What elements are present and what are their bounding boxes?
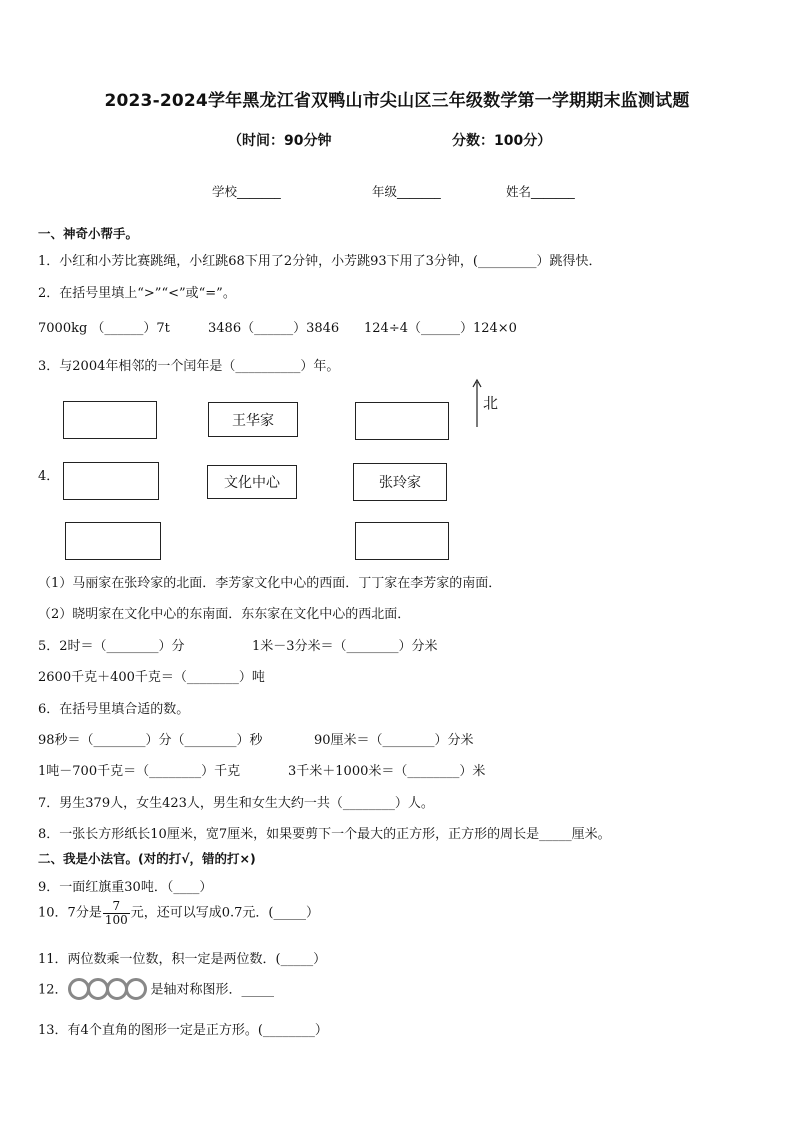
- question-8: 8．一张长方形纸长10厘米，宽7厘米，如果要剪下一个最大的正方形，正方形的周长是_____厘米。: [38, 827, 611, 842]
- exam-score: 分数：100分）: [452, 133, 552, 149]
- question-9: 9．一面红旗重30吨．（____）: [38, 880, 213, 895]
- school-field: 学校_______: [212, 184, 281, 199]
- question-12-suffix: 是轴对称图形．_____: [150, 982, 275, 998]
- map-box-north-west: [63, 401, 157, 439]
- question-13: 13．有4个直角的图形一定是正方形。(________）: [38, 1023, 328, 1038]
- question-10-prefix: 10．7分是: [38, 905, 102, 921]
- north-label: 北: [483, 394, 499, 412]
- grade-field: 年级_______: [372, 184, 441, 199]
- section-2-heading: 二、我是小法官。(对的打√，错的打×): [38, 851, 256, 866]
- map-box-zhang-ling-home: [353, 463, 447, 501]
- question-6c: 1吨－700千克＝（________）千克: [38, 764, 241, 779]
- question-4-part-2: （2）晓明家在文化中心的东南面．东东家在文化中心的西北面．: [38, 607, 411, 622]
- question-10: [38, 900, 319, 926]
- question-2b: 3486（______）3846: [208, 321, 340, 336]
- question-3: 3．与2004年相邻的一个闰年是（__________）年。: [38, 359, 340, 374]
- north-arrow-icon: [470, 378, 484, 428]
- question-5c: 2600千克＋400千克＝（________）吨: [38, 670, 265, 685]
- question-5b: 1米－3分米＝（________）分米: [252, 639, 438, 654]
- page-title: 2023-2024学年黑龙江省双鸭山市尖山区三年级数学第一学期期末监测试题: [104, 91, 690, 111]
- map-box-north-east: [355, 402, 449, 440]
- wang-hua-home-label: 王华家: [232, 412, 274, 429]
- question-1: 1．小红和小芳比赛跳绳，小红跳68下用了2分钟，小芳跳93下用了3分钟，(_________）跳得快．: [38, 254, 602, 269]
- ring-icon: [125, 978, 147, 1000]
- map-box-south-east: [355, 522, 449, 560]
- map-box-south-west: [65, 522, 161, 560]
- culture-center-label: 文化中心: [224, 475, 280, 491]
- fraction-denominator: 100: [104, 912, 128, 927]
- fraction-numerator: 7: [103, 900, 130, 914]
- question-2: 2．在括号里填上“>”“<”或“=”。: [38, 286, 236, 301]
- fraction-7-over-100: [103, 900, 130, 926]
- question-7: 7．男生379人，女生423人，男生和女生大约一共（________）人。: [38, 796, 434, 811]
- question-2a: 7000kg （______）7t: [38, 321, 170, 336]
- exam-time: （时间：90分钟: [228, 133, 332, 149]
- zhang-ling-home-label: 张玲家: [379, 475, 421, 491]
- name-field: 姓名_______: [506, 184, 575, 199]
- question-2c: 124÷4（______）124×0: [364, 321, 517, 336]
- map-box-west: [63, 462, 159, 500]
- question-12: [38, 977, 274, 1003]
- question-6d: 3千米＋1000米＝（________）米: [288, 764, 486, 779]
- question-5a: 5．2时＝（________）分: [38, 639, 185, 654]
- question-6a: 98秒＝（________）分（________）秒: [38, 733, 263, 748]
- question-11: 11．两位数乘一位数，积一定是两位数．(_____）: [38, 952, 327, 967]
- question-4-part-1: （1）马丽家在张玲家的北面．李芳家文化中心的西面．丁丁家在李芳家的南面．: [38, 576, 502, 591]
- section-1-heading: 一、神奇小帮手。: [38, 226, 139, 241]
- question-6: 6．在括号里填合适的数。: [38, 702, 190, 717]
- four-rings-icon: [68, 977, 148, 1003]
- question-6b: 90厘米＝（________）分米: [314, 733, 474, 748]
- question-10-suffix: 元，还可以写成0.7元．(_____）: [130, 905, 319, 921]
- map-box-culture-center: [207, 465, 297, 499]
- map-box-wang-hua-home: [208, 402, 298, 437]
- question-4-number: 4．: [38, 469, 60, 484]
- question-12-prefix: 12．: [38, 982, 68, 998]
